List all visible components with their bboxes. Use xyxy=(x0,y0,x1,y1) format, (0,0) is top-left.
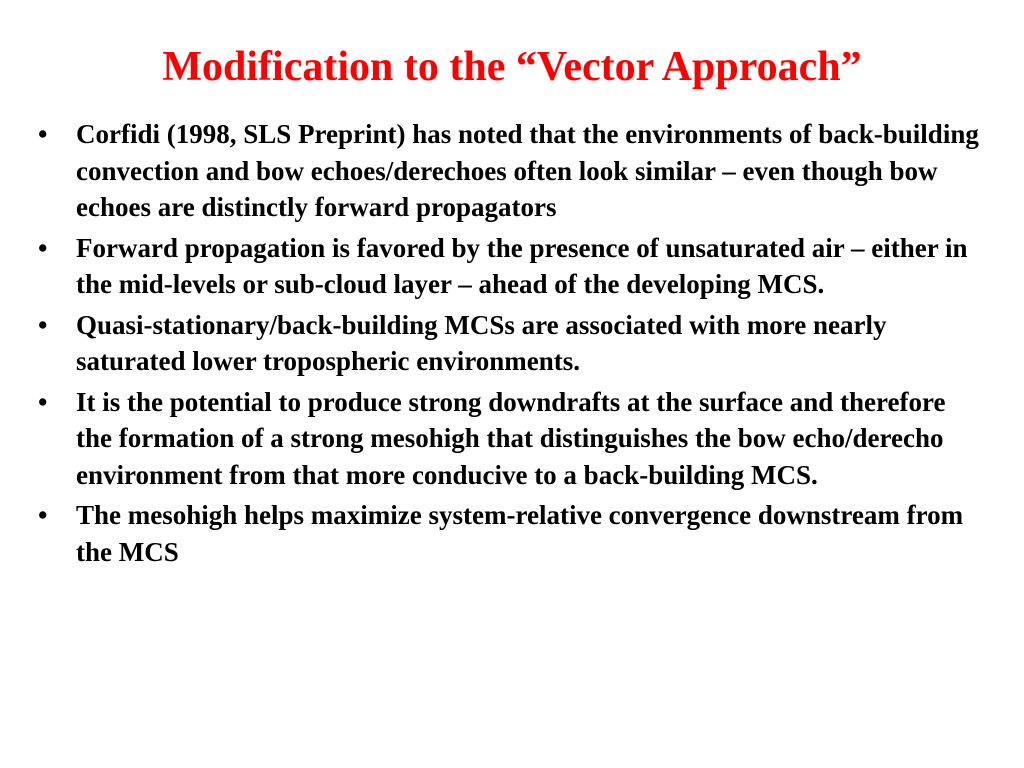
bullet-marker-icon: • xyxy=(38,309,48,340)
bullet-item xyxy=(38,307,988,380)
bullet-marker-icon: • xyxy=(38,119,48,149)
bullet-marker-icon: • xyxy=(38,386,48,417)
bullet-text: Corfidi (1998, SLS Preprint) has noted that the environments of back-building convection and bow echoes/derechoes often look similar – even though bow echoes are distinctly forward propagators xyxy=(76,119,979,222)
bullet-marker-icon: • xyxy=(38,232,48,263)
bullet-item xyxy=(38,116,988,226)
bullet-marker-icon: • xyxy=(38,500,48,530)
bullet-text: Quasi-stationary/back-building MCSs are associated with more nearly saturated lower tropospheric environments. xyxy=(76,309,887,376)
bullet-list xyxy=(38,116,988,574)
bullet-item xyxy=(38,497,988,570)
bullet-item xyxy=(38,230,988,303)
bullet-text: Forward propagation is favored by the presence of unsaturated air – either in the mid-levels or sub-cloud layer – ahead of the developing MCS. xyxy=(76,232,968,299)
slide-title: Modification to the “Vector Approach” xyxy=(162,44,862,90)
bullet-text: The mesohigh helps maximize system-relative convergence downstream from the MCS xyxy=(76,500,964,567)
bullet-text: It is the potential to produce strong downdrafts at the surface and therefore the formation of a strong mesohigh that distinguishes the bow echo/derecho environment from that more conducive to a back-building MCS. xyxy=(76,386,946,490)
bullet-item xyxy=(38,384,988,494)
